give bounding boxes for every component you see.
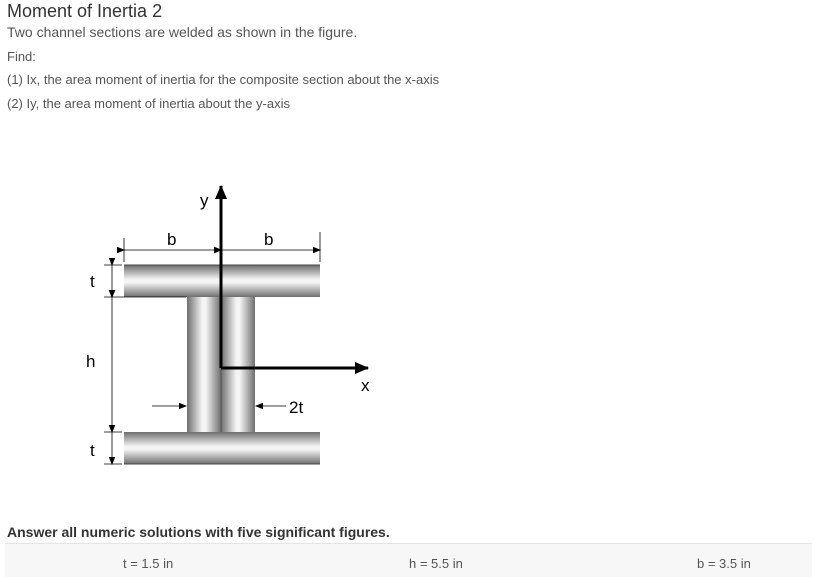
web-thickness-label: 2t [289,398,304,417]
bottom-flange [124,432,320,464]
channel-section-figure [0,170,400,470]
t-top-label: t [90,272,95,291]
right-web [221,297,255,432]
param-h: h = 5.5 in [409,556,463,571]
param-t: t = 1.5 in [123,556,174,571]
find-label: Find: [7,49,36,64]
b-right-label: b [264,230,274,249]
x-axis-label: x [361,376,370,395]
left-web [187,297,221,432]
h-label: h [86,352,96,371]
parameters-bar [5,543,812,577]
param-b: b = 3.5 in [697,556,751,571]
problem-intro: Two channel sections are welded as shown in the figure. [7,24,358,40]
t-bottom-label: t [90,441,95,460]
b-left-label: b [167,230,177,249]
y-axis-label: y [200,191,209,210]
question-2: (2) Iy, the area moment of inertia about the y-axis [7,96,291,111]
page-title: Moment of Inertia 2 [7,1,163,21]
question-1: (1) Ix, the area moment of inertia for the composite section about the x-axis [7,72,440,87]
answer-instruction: Answer all numeric solutions with five significant figures. [7,524,390,540]
